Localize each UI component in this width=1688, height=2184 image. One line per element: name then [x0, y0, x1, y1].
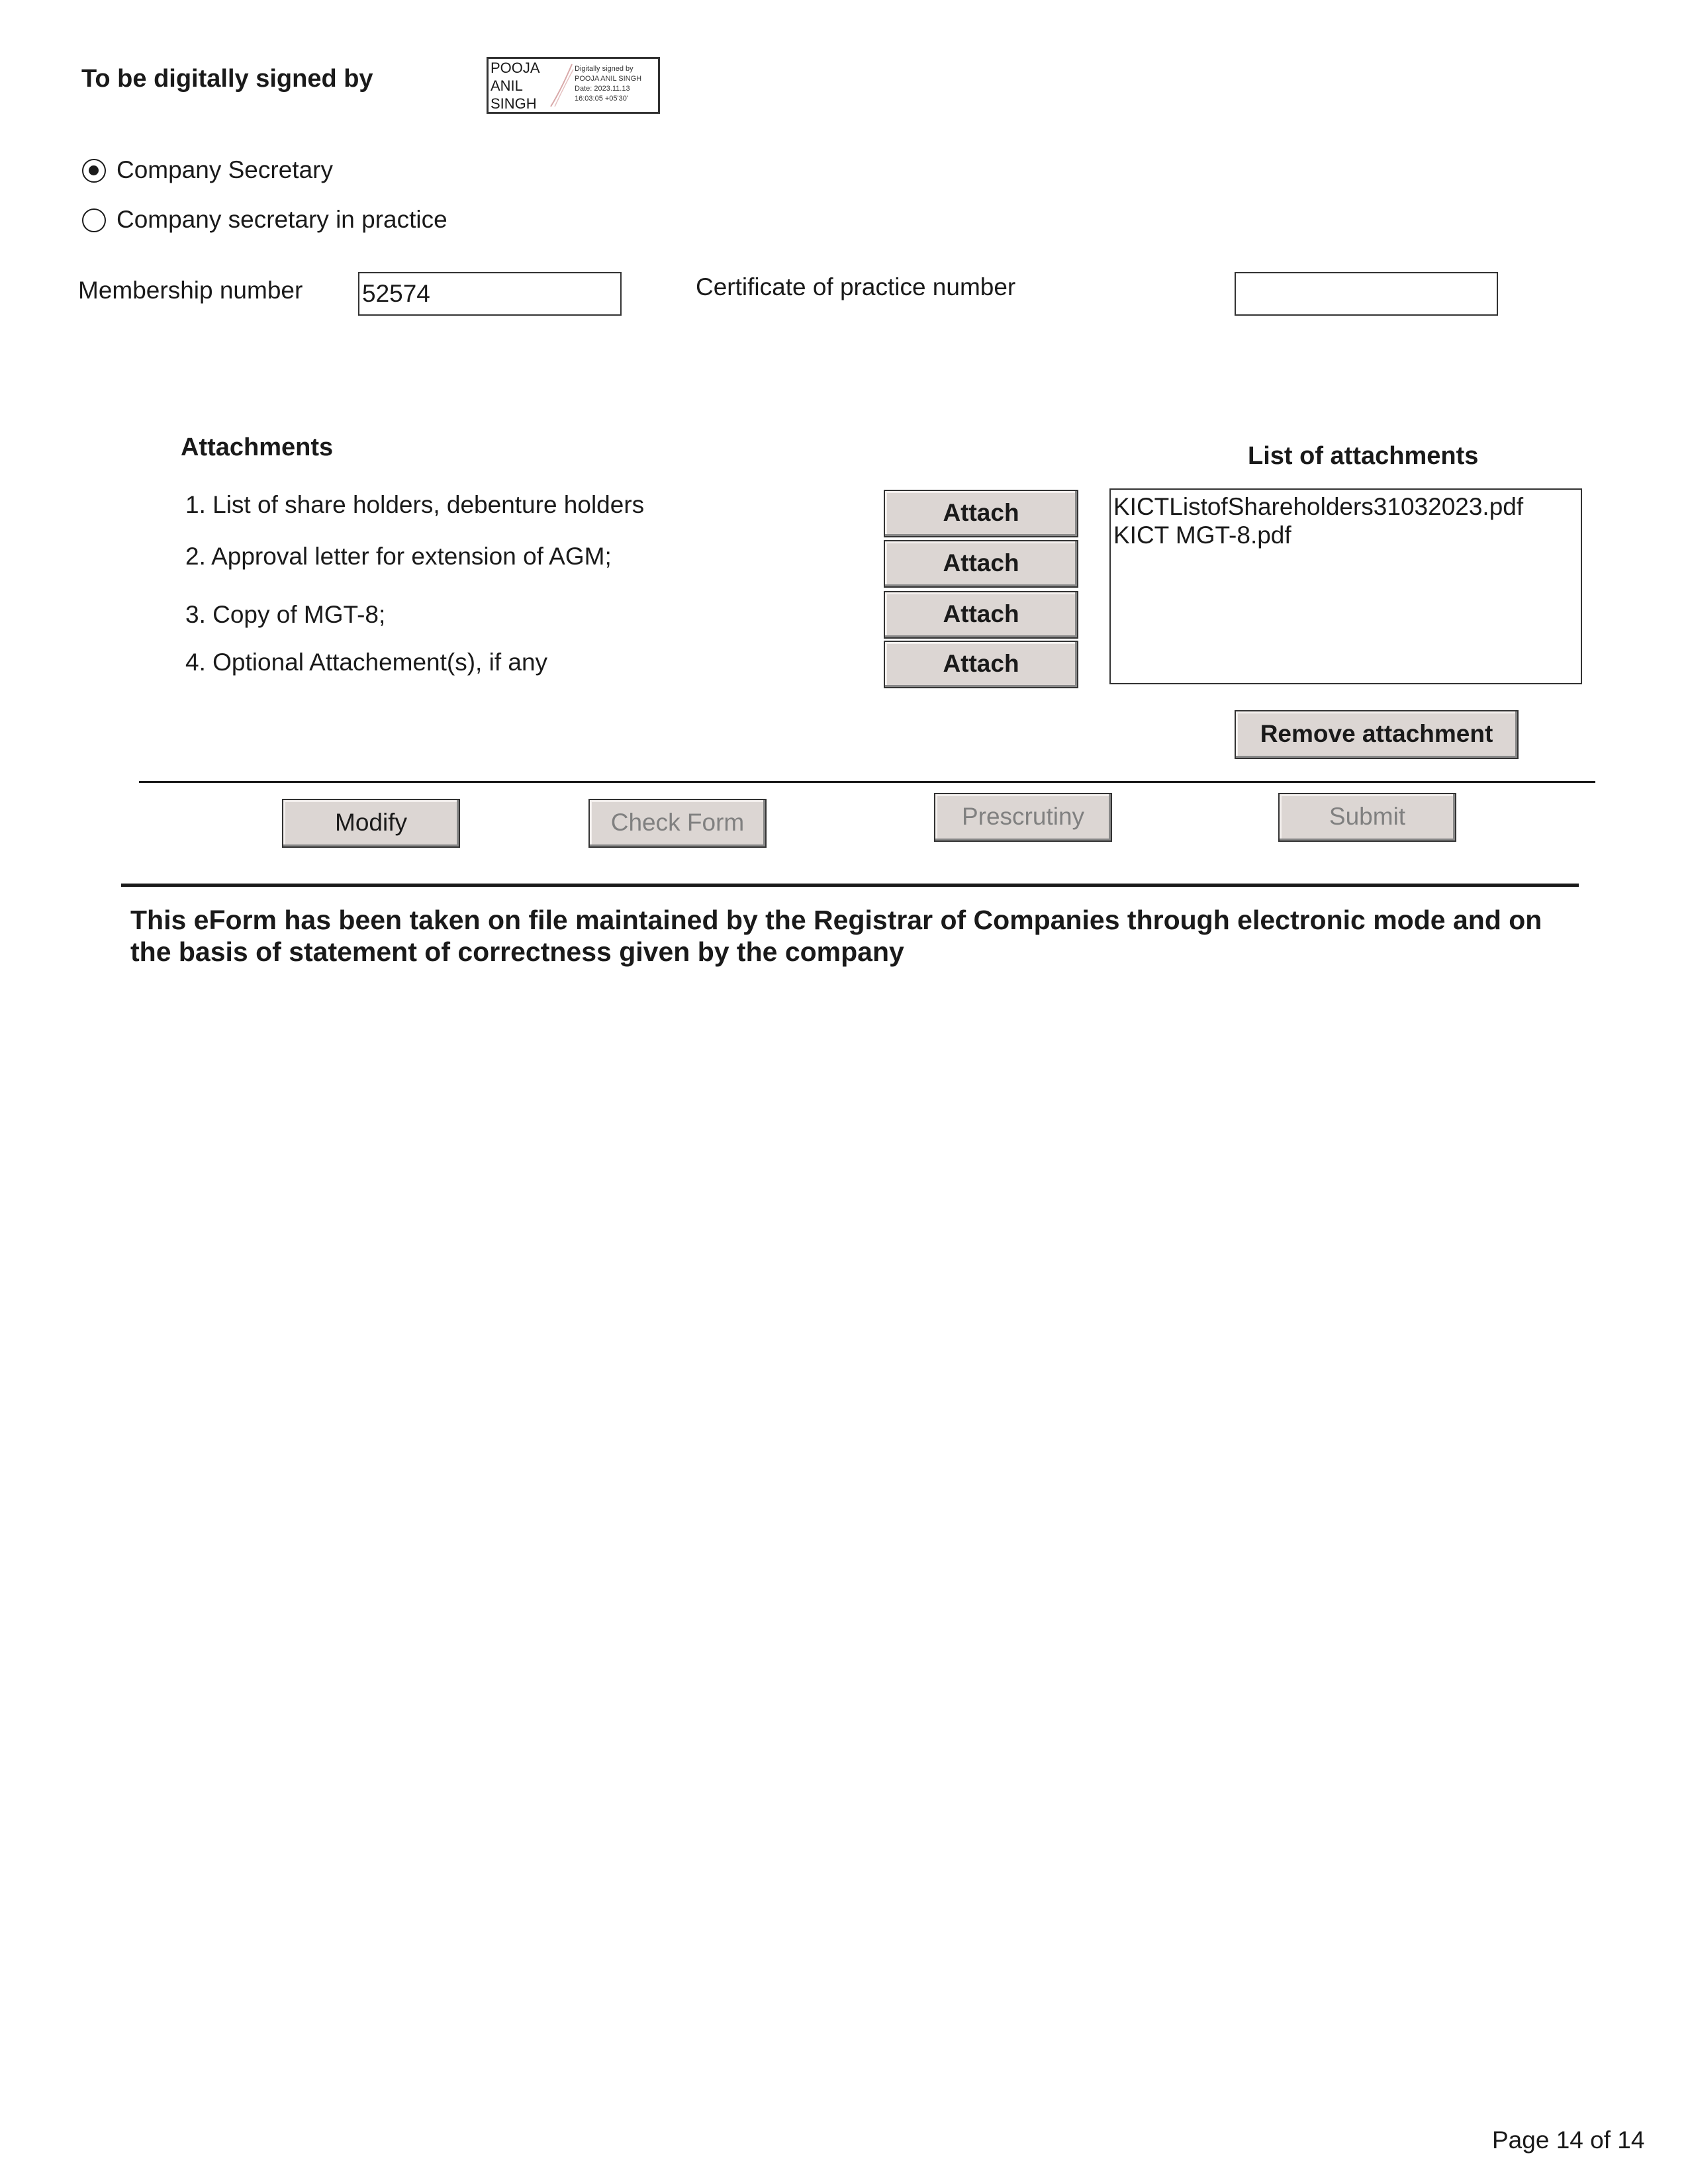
radio-company-secretary-label: Company Secretary: [117, 156, 333, 183]
attachment-file-item[interactable]: KICTListofShareholders31032023.pdf: [1113, 493, 1524, 520]
modify-button[interactable]: Modify: [282, 799, 460, 848]
attachment-item-label: 3. Copy of MGT-8;: [185, 601, 386, 628]
signature-heading: To be digitally signed by: [81, 65, 373, 93]
page-number: Page 14 of 14: [1492, 2126, 1645, 2154]
membership-number-label: Membership number: [78, 277, 303, 304]
divider-thick: [121, 884, 1579, 887]
attachments-heading: Attachments: [181, 433, 334, 461]
signature-details: Digitally signed by POOJA ANIL SINGH Date: 2023.11.13 16:03:05 +05'30': [575, 65, 642, 103]
attachment-item-label: 4. Optional Attachement(s), if any: [185, 649, 548, 676]
attach-mgt8-button[interactable]: Attach: [884, 591, 1078, 639]
attachments-listbox[interactable]: [1109, 488, 1582, 684]
attach-optional-button[interactable]: Attach: [884, 641, 1078, 688]
radio-company-secretary-in-practice-label: Company secretary in practice: [117, 206, 447, 233]
eform-filing-note: This eForm has been taken on file maintained by the Registrar of Companies through electronic mode and on the basis of statement of correctness given by the company: [130, 905, 1542, 967]
attachment-item-label: 1. List of share holders, debenture holders: [185, 491, 645, 518]
prescrutiny-button[interactable]: Prescrutiny: [934, 793, 1112, 842]
attachment-item-label: 2. Approval letter for extension of AGM;: [185, 543, 612, 570]
check-form-button[interactable]: Check Form: [588, 799, 767, 848]
signature-signer-name: POOJA ANIL SINGH: [491, 60, 540, 112]
attach-agm-extension-button[interactable]: Attach: [884, 540, 1078, 588]
attachment-file-item[interactable]: KICT MGT-8.pdf: [1113, 522, 1291, 549]
attach-shareholders-button[interactable]: Attach: [884, 490, 1078, 537]
certificate-of-practice-field[interactable]: [1235, 272, 1498, 316]
attachments-list-heading: List of attachments: [1248, 442, 1479, 470]
radio-company-secretary-in-practice[interactable]: [82, 208, 106, 232]
divider: [139, 781, 1595, 783]
digital-signature-stamp: [487, 57, 660, 114]
submit-button[interactable]: Submit: [1278, 793, 1456, 842]
membership-number-field[interactable]: 52574: [358, 272, 622, 316]
remove-attachment-button[interactable]: Remove attachment: [1235, 710, 1519, 759]
radio-company-secretary[interactable]: [82, 159, 106, 183]
signature-flourish-icon: [548, 63, 575, 109]
certificate-of-practice-label: Certificate of practice number: [696, 273, 1016, 300]
